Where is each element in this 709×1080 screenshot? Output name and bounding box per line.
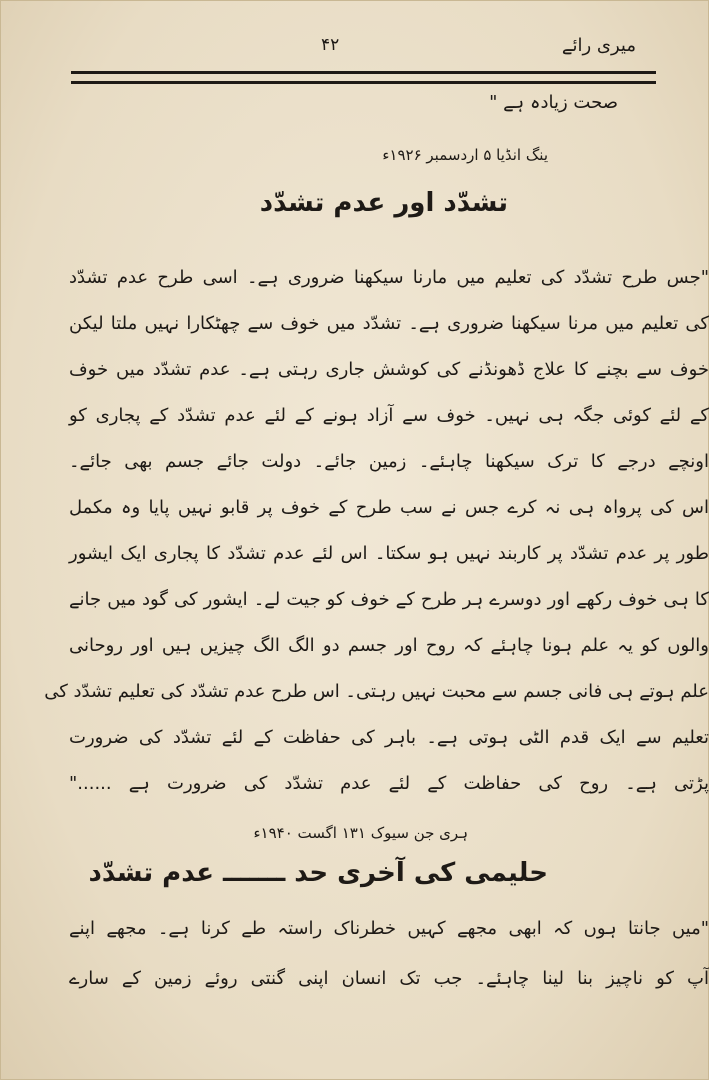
header-rule-bottom bbox=[71, 81, 656, 84]
dateline: ینگ انڈیا ۵ اردسمبر ۱۹۲۶ء bbox=[382, 146, 548, 164]
text-line: تعلیم سے ایک قدم الٹی ہوتی ہے۔ باہر کی حفاظت کے لئے تشدّد کی ضرورت bbox=[69, 727, 709, 748]
text-line: "میں جانتا ہوں کہ ابھی مجھے کہیں خطرناک راستہ طے کرنا ہے۔ مجھے اپنے bbox=[69, 918, 709, 939]
text-line: والوں کو یہ علم ہونا چاہئے کہ روح اور جسم دو الگ الگ چیزیں ہیں اور روحانی bbox=[69, 635, 709, 656]
source-citation: ہری جن سیوک ۱۳۱ اگست ۱۹۴۰ء bbox=[253, 824, 468, 842]
text-line: علم ہوتے ہی فانی جسم سے محبت نہیں رہتی۔ اس طرح عدم تشدّد کی تعلیم تشدّد کی bbox=[44, 681, 709, 702]
page-number: ۴۲ bbox=[321, 35, 340, 55]
running-title: میری رائے bbox=[561, 35, 636, 56]
text-line: کے لئے کوئی جگہ ہی نہیں۔ خوف سے آزاد ہونے کے لئے عدم تشدّد کے پجاری کو bbox=[69, 405, 709, 426]
section-heading: تشدّد اور عدم تشدّد bbox=[259, 188, 508, 218]
text-line: کی تعلیم میں مرنا سیکھنا ضروری ہے۔ تشدّد میں خوف سے چھٹکارا نہیں ملتا لیکن bbox=[69, 313, 709, 334]
text-line: کا ہی خوف رکھے اور دوسرے ہر طرح کے خوف کو جیت لے۔ ایشور کی گود میں جانے bbox=[69, 589, 709, 610]
previous-text-fragment: صحت زیادہ ہے " bbox=[489, 92, 618, 113]
text-line: اونچے درجے کا ترک سیکھنا چاہئے۔ زمین جائے۔ دولت جائے جسم بھی جائے۔ bbox=[69, 451, 709, 472]
text-line: خوف سے بچنے کا علاج ڈھونڈنے کی کوشش جاری رہتی ہے۔ عدم تشدّد میں خوف bbox=[69, 359, 709, 380]
text-line: طور پر عدم تشدّد پر کاربند نہیں ہو سکتا۔ اس لئے عدم تشدّد کا پجاری ایک ایشور bbox=[69, 543, 709, 564]
header-rule-top bbox=[71, 71, 656, 74]
text-line: "جس طرح تشدّد کی تعلیم میں مارنا سیکھنا ضروری ہے۔ اسی طرح عدم تشدّد bbox=[69, 267, 709, 288]
text-line: آپ کو ناچیز بنا لینا چاہئے۔ جب تک انسان اپنی گنتی روئے زمین کے سارے bbox=[69, 968, 709, 989]
page-header bbox=[1, 23, 708, 63]
text-line: پڑتی ہے۔ روح کی حفاظت کے لئے عدم تشدّد کی ضرورت ہے ......" bbox=[69, 773, 709, 794]
section-heading-2: حلیمی کی آخری حد ـــــــ عدم تشدّد bbox=[88, 858, 548, 888]
text-line: اس کی پرواہ ہی نہ کرے جس نے سب طرح کے خوف پر قابو نہیں پایا وہ مکمل bbox=[69, 497, 709, 518]
